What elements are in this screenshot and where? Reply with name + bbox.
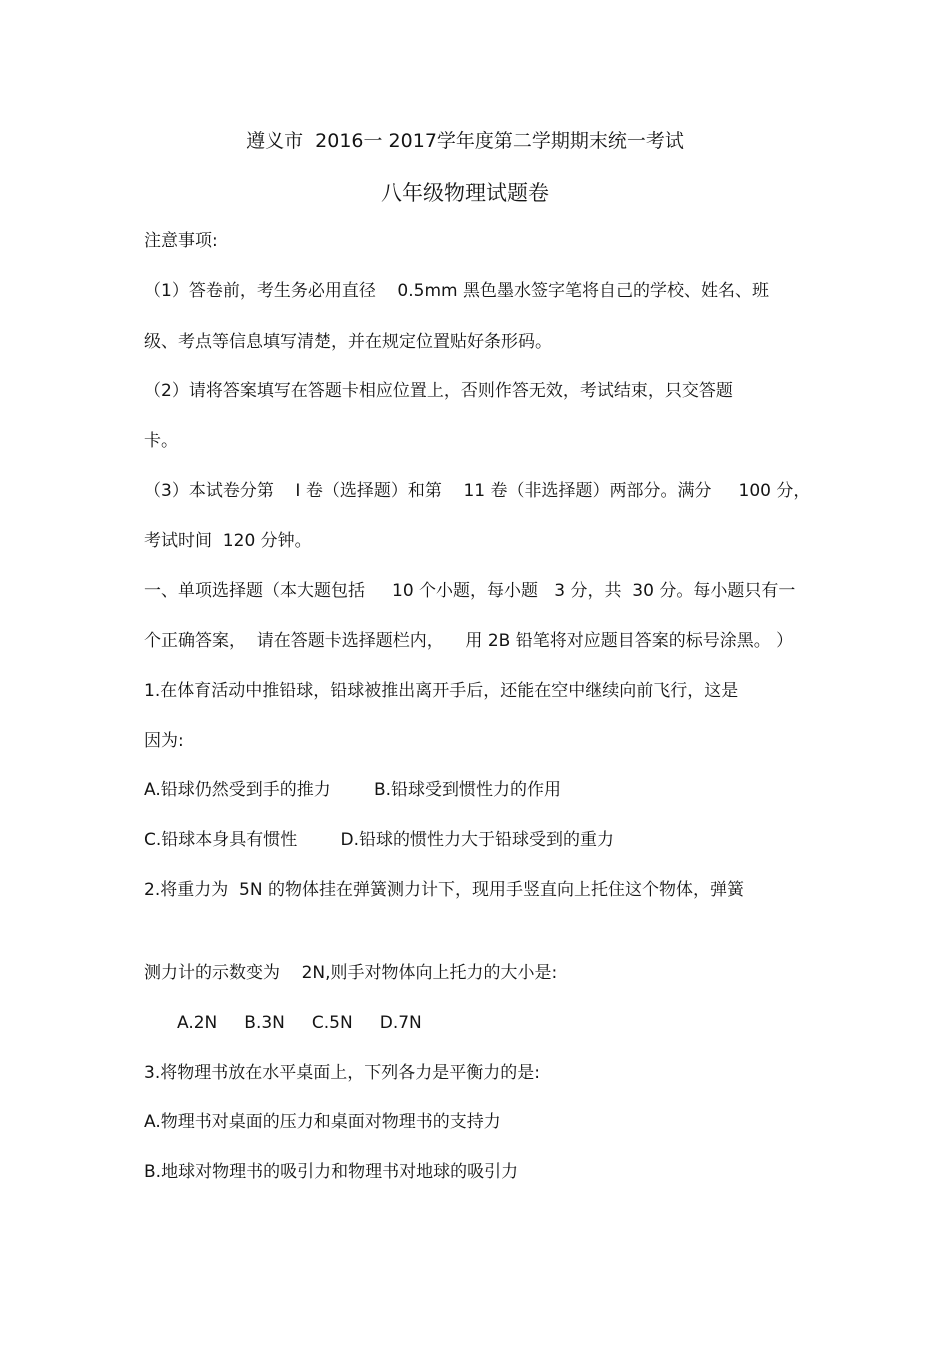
question-2-line-2: 测力计的示数变为 2N,则手对物体向上托力的大小是: <box>144 963 558 983</box>
note-2-line-1: （2）请将答案填写在答题卡相应位置上，否则作答无效，考试结束，只交答题 <box>144 381 733 401</box>
note-3-line-1: （3）本试卷分第 I 卷（选择题）和第 11 卷（非选择题）两部分。满分 100 分， <box>144 481 811 501</box>
note-1-line-1: （1）答卷前，考生务必用直径 0.5mm 黑色墨水签字笔将自己的学校、姓名、班 <box>144 281 769 301</box>
question-1-line-2: 因为: <box>144 731 184 751</box>
question-2-line-1: 2.将重力为 5N 的物体挂在弹簧测力计下，现用手竖直向上托住这个物体，弹簧 <box>144 880 744 900</box>
section-1-heading-line-2: 个正确答案， 请在答题卡选择题栏内， 用 2B 铅笔将对应题目答案的标号涂黑。 ） <box>144 631 794 651</box>
note-2-line-2: 卡。 <box>144 431 178 451</box>
exam-subtitle: 八年级物理试题卷 <box>381 181 549 205</box>
question-1-options-cd: C.铅球本身具有惯性 D.铅球的惯性力大于铅球受到的重力 <box>144 830 614 850</box>
question-1-options-ab: A.铅球仍然受到手的推力 B.铅球受到惯性力的作用 <box>144 780 562 800</box>
question-3-stem: 3.将物理书放在水平桌面上，下列各力是平衡力的是: <box>144 1063 540 1083</box>
question-2-options: A.2N B.3N C.5N D.7N <box>177 1013 422 1033</box>
exam-title: 遵义市 2016一 2017学年度第二学期期末统一考试 <box>246 130 684 152</box>
section-1-heading-line-1: 一、单项选择题（本大题包括 10 个小题，每小题 3 分，共 30 分。每小题只有一 <box>144 581 796 601</box>
notes-heading: 注意事项: <box>144 231 218 251</box>
note-3-line-2: 考试时间 120 分钟。 <box>144 531 312 551</box>
question-3-option-a: A.物理书对桌面的压力和桌面对物理书的支持力 <box>144 1112 501 1132</box>
note-1-line-2: 级、考点等信息填写清楚，并在规定位置贴好条形码。 <box>144 332 552 352</box>
question-1-line-1: 1.在体育活动中推铅球，铅球被推出离开手后，还能在空中继续向前飞行，这是 <box>144 681 739 701</box>
question-3-option-b: B.地球对物理书的吸引力和物理书对地球的吸引力 <box>144 1162 519 1182</box>
